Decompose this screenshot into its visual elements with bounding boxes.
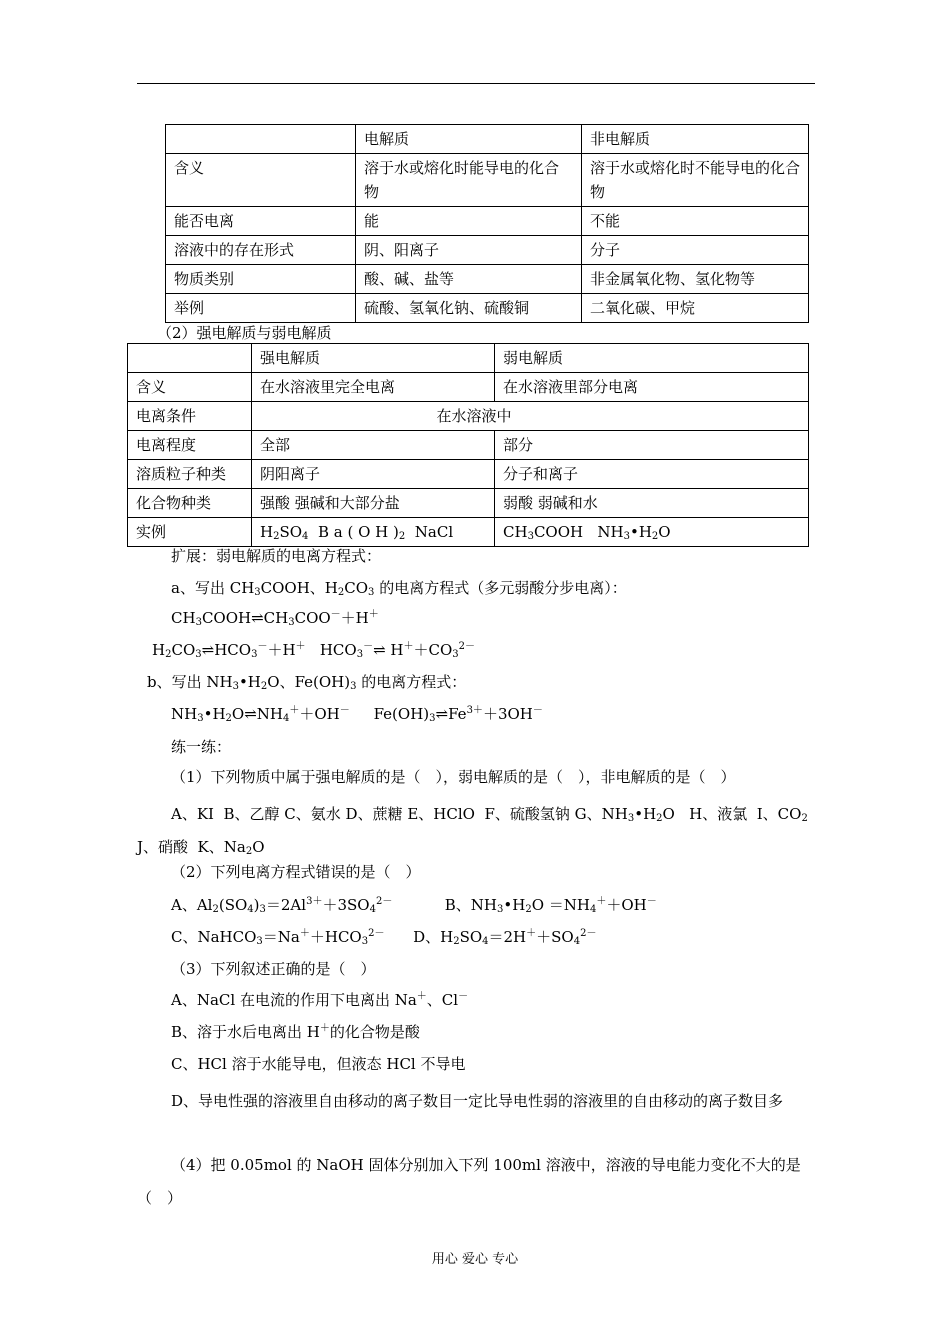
question-4: （4）把 0.05mol 的 NaOH 固体分别加入下列 100ml 溶液中，溶液的导电能力变化不大的是（ ） xyxy=(137,1156,801,1207)
table-row xyxy=(166,236,809,265)
table-cell: 溶于水或熔化时不能导电的化合物 xyxy=(582,154,809,207)
table-cell: 在水溶液中 xyxy=(252,402,809,431)
table-cell: 实例 xyxy=(128,518,252,547)
equation: $H_2CO_3\rightleftharpoons HCO_3^-+H^+$ $HCO_3^-\rightleftharpoons$ $H^++CO_3^{2-}$ xyxy=(152,641,476,660)
table-cell: 电离条件 xyxy=(128,402,252,431)
table-cell: 阴、阳离子 xyxy=(356,236,582,265)
table-row xyxy=(128,373,809,402)
page-footer: 用心 爱心 专心 xyxy=(431,1252,519,1267)
question-2: （2）下列电离方程式错误的是（ ） xyxy=(171,863,421,881)
table-cell xyxy=(166,125,356,154)
table-cell: 弱电解质 xyxy=(495,344,809,373)
table-cell: 弱酸 弱碱和水 xyxy=(495,489,809,518)
table-cell: 在水溶液里部分电离 xyxy=(495,373,809,402)
table-cell: 电离程度 xyxy=(128,431,252,460)
table-cell: 在水溶液里完全电离 xyxy=(252,373,495,402)
table-cell: 分子 xyxy=(582,236,809,265)
table-row xyxy=(128,344,809,373)
electrolyte-table xyxy=(165,124,809,323)
table-cell: 溶于水或熔化时能导电的化合物 xyxy=(356,154,582,207)
table-cell: 硫酸、氢氧化钠、硫酸铜 xyxy=(356,294,582,323)
section-heading: （2）强电解质与弱电解质 xyxy=(157,324,332,342)
question-1-options: A、KI B、乙醇 C、氨水 D、蔗糖 E、HClO F、硫酸氢钠 G、$NH_3•H_2O$ H、液氯 I、$CO_2$ J、硝酸 K、$Na_2O$ xyxy=(137,805,813,857)
table-cell: 化合物种类 xyxy=(128,489,252,518)
table-cell: 溶质粒子种类 xyxy=(128,460,252,489)
question-a: a、写出 $CH_3COOH$、$H_2CO_3$ 的电离方程式（多元弱酸分步电离）： xyxy=(171,579,627,598)
table-cell: 溶液中的存在形式 xyxy=(166,236,356,265)
question-2-options: A、$Al_2(SO_4)_3=2Al^{3+}+3SO_4^{2-}$ B、$NH_3•H_2O =NH_4^++OH^-$ xyxy=(171,896,657,915)
table-cell: 物质类别 xyxy=(166,265,356,294)
table-cell: 强酸 强碱和大部分盐 xyxy=(252,489,495,518)
table-cell: 能否电离 xyxy=(166,207,356,236)
table-cell: 电解质 xyxy=(356,125,582,154)
table-cell: 能 xyxy=(356,207,582,236)
table-row xyxy=(166,125,809,154)
strong-weak-table xyxy=(127,343,809,547)
table-cell: 二氧化碳、甲烷 xyxy=(582,294,809,323)
table-row xyxy=(128,431,809,460)
table-row xyxy=(128,460,809,489)
table-row xyxy=(166,207,809,236)
table-cell xyxy=(128,344,252,373)
table-cell: 非电解质 xyxy=(582,125,809,154)
table-row xyxy=(128,402,809,431)
table-cell: 分子和离子 xyxy=(495,460,809,489)
equation: $NH_3•H_2O\rightleftharpoons NH_4^++OH^-$ $Fe(OH)_3\rightleftharpoons Fe^{3+}+3OH^-$ xyxy=(171,705,543,724)
extension-heading: 扩展：弱电解质的电离方程式： xyxy=(171,547,382,565)
table-cell: 非金属氧化物、氢化物等 xyxy=(582,265,809,294)
equation: $CH_3COOH\rightleftharpoons CH_3COO^-+H^+$ xyxy=(171,609,379,628)
table-cell: $H_2SO_4$ B a ( O H )$_2$ NaCl xyxy=(252,518,495,547)
table-cell: 部分 xyxy=(495,431,809,460)
header-rule xyxy=(137,83,815,84)
question-3-option: B、溶于水后电离出 H＋的化合物是酸 xyxy=(171,1023,420,1041)
table-row xyxy=(128,489,809,518)
table-row xyxy=(128,518,809,547)
table-cell: 含义 xyxy=(128,373,252,402)
table-cell: 不能 xyxy=(582,207,809,236)
question-3: （3）下列叙述正确的是（ ） xyxy=(171,960,376,978)
table-cell: 全部 xyxy=(252,431,495,460)
practice-heading: 练一练： xyxy=(171,738,232,756)
table-cell: 举例 xyxy=(166,294,356,323)
question-b: b、写出 $NH_3•H_2O$、$Fe(OH)_3$ 的电离方程式： xyxy=(147,673,467,692)
table-cell: 酸、碱、盐等 xyxy=(356,265,582,294)
table-row xyxy=(166,294,809,323)
table-cell: 阴阳离子 xyxy=(252,460,495,489)
question-3-option: A、NaCl 在电流的作用下电离出 Na＋、Cl－ xyxy=(171,991,469,1009)
question-3-option: D、导电性强的溶液里自由移动的离子数目一定比导电性弱的溶液里的自由移动的离子数目多 xyxy=(171,1092,784,1110)
table-row xyxy=(166,265,809,294)
question-3-option: C、HCl 溶于水能导电，但液态 HCl 不导电 xyxy=(171,1055,466,1073)
question-2-options: C、$NaHCO_3=Na^++HCO_3^{2-}$ D、$H_2SO_4=2H^++SO_4^{2-}$ xyxy=(171,928,597,947)
table-cell: $CH_3COOH$ $NH_3•H_2O$ xyxy=(495,518,809,547)
table-cell: 含义 xyxy=(166,154,356,207)
table-row xyxy=(166,154,809,207)
question-1: （1）下列物质中属于强电解质的是（ ），弱电解质的是（ ），非电解质的是（ ） xyxy=(171,768,736,786)
table-cell: 强电解质 xyxy=(252,344,495,373)
